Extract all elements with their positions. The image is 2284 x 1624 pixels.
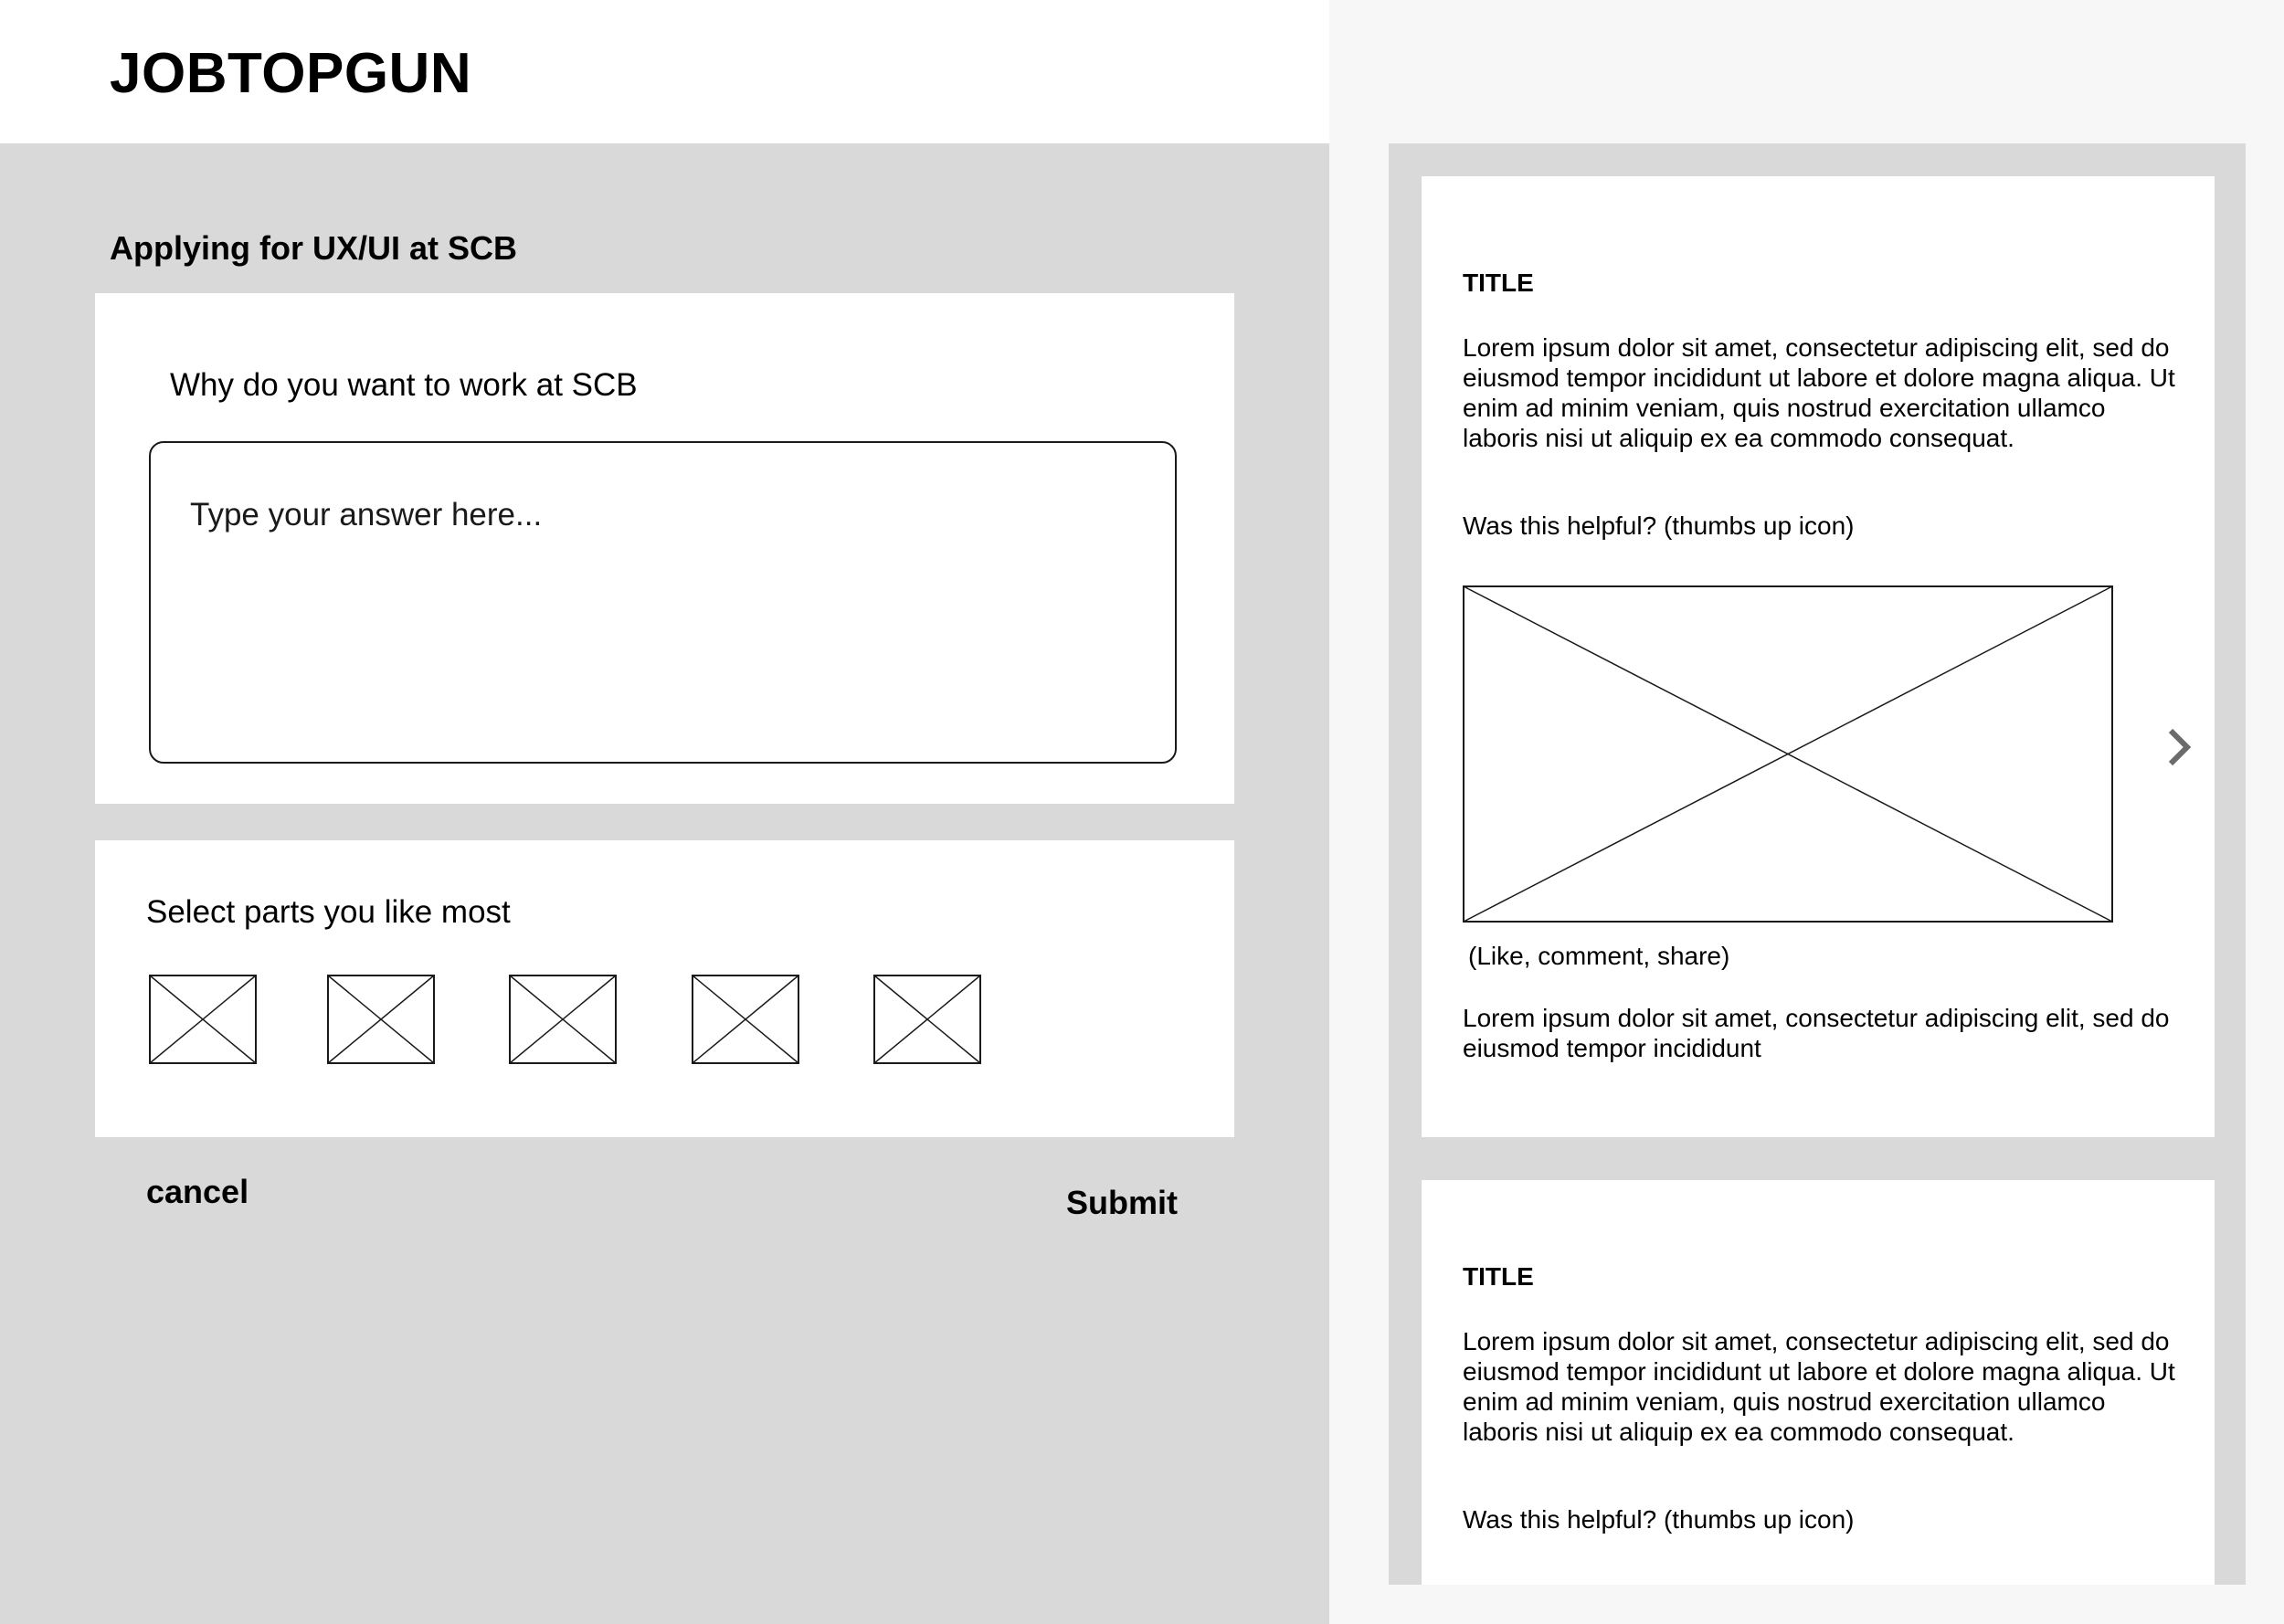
post-image — [1463, 585, 2113, 923]
part-option-4[interactable] — [692, 975, 799, 1064]
post-body: Lorem ipsum dolor sit amet, consectetur adipiscing elit, sed do eiusmod tempor incididunt ut labore et dolore magna aliqua. Ut enim ad minim veniam, quis nostrud exercitation ullamco laboris nisi ut aliquip ex ea commodo consequat. — [1463, 1327, 2175, 1446]
page-title: Applying for UX/UI at SCB — [110, 229, 518, 267]
image-placeholder-icon — [149, 975, 257, 1064]
helpful-prompt[interactable]: Was this helpful? (thumbs up icon) — [1463, 1505, 1855, 1534]
answer-textarea[interactable]: Type your answer here... — [149, 441, 1177, 764]
post-body: Lorem ipsum dolor sit amet, consectetur adipiscing elit, sed do eiusmod tempor incididunt ut labore et dolore magna aliqua. Ut enim ad minim veniam, quis nostrud exercitation ullamco laboris nisi ut aliquip ex ea commodo consequat. — [1463, 333, 2175, 452]
image-placeholder-icon — [509, 975, 617, 1064]
part-option-3[interactable] — [509, 975, 617, 1064]
image-placeholder-icon — [327, 975, 435, 1064]
select-parts-card — [95, 840, 1234, 1137]
part-option-5[interactable] — [873, 975, 981, 1064]
engagement-actions[interactable]: (Like, comment, share) — [1468, 942, 1730, 970]
image-placeholder-icon — [692, 975, 799, 1064]
part-option-2[interactable] — [327, 975, 435, 1064]
select-parts-label: Select parts you like most — [146, 894, 511, 930]
next-post-button[interactable] — [2163, 727, 2194, 767]
question-label: Why do you want to work at SCB — [170, 367, 638, 403]
part-option-1[interactable] — [149, 975, 257, 1064]
chevron-right-icon — [2163, 727, 2194, 767]
post-caption: Lorem ipsum dolor sit amet, consectetur adipiscing elit, sed do eiusmod tempor incididunt — [1463, 1004, 2170, 1062]
image-placeholder-icon — [1463, 585, 2113, 923]
post-title: TITLE — [1463, 1262, 1534, 1291]
app-logo[interactable]: JOBTOPGUN — [110, 42, 472, 105]
helpful-prompt[interactable]: Was this helpful? (thumbs up icon) — [1463, 511, 1855, 540]
post-title: TITLE — [1463, 269, 1534, 297]
cancel-button[interactable]: cancel — [146, 1173, 249, 1210]
image-placeholder-icon — [873, 975, 981, 1064]
submit-button[interactable]: Submit — [1066, 1184, 1178, 1221]
